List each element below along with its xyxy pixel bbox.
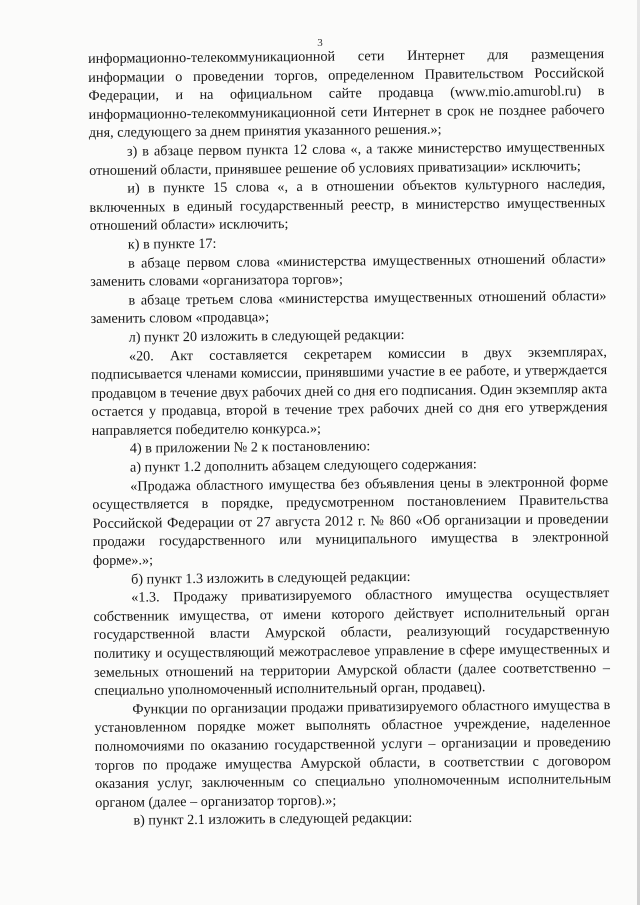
paragraph: к) в пункте 17: (127, 235, 217, 253)
paragraph: л) пункт 20 изложить в следующей редакции: (128, 326, 405, 346)
document-body (88, 45, 611, 831)
paragraph: информационно-телекоммуникационной сети Интернет для размещения информации о проведении торгов, определенном Правительством Российской Федерации, и на официальном сайте продавца (www.mio.amurobl.ru) в информационно-телекоммуникационной сети Интернет в срок не позднее рабочего дня, следующего за днем принятия указанного решения.»; (88, 46, 605, 142)
page-number: 3 (317, 37, 323, 49)
paragraph: «Продажа областного имущества без объявления цены в электронной форме осуществляется в порядке, предусмотренном постановлением Правительства Российской Федерации от 27 августа 2012 г. № 860 «Об организации и проведении продажи государственного или муниципального имущества в электронной форме».»; (92, 473, 609, 570)
paragraph: в абзаце третьем слова «министерства имущественных отношений области» заменить словом «продавца»; (90, 287, 607, 328)
paragraph: в) пункт 2.1 изложить в следующей редакции: (133, 810, 413, 829)
paragraph: «20. Акт составляется секретарем комиссии в двух экземплярах, подписывается членами комиссии, принявшими участие в ее работе, и утверждается продавцом в течение двух рабочих дней со дня его подписания. Один экземпляр акта остается у продавца, второй в течение трех рабочих дней со дня его утверждения направляется победителю конкурса.»; (91, 343, 608, 439)
paragraph: з) в абзаце первом пункта 12 слова «, а также министерство имущественных отношений области, принявшее решение об условиях приватизации» исключить; (89, 139, 606, 179)
paragraph: а) пункт 1.2 дополнить абзацем следующего содержания: (129, 456, 477, 476)
paragraph: «1.3. Продажу приватизируемого областного имущества осуществляет собственник имущества, от имени которого действует исполнительный орган государственной власти Амурской области, реализующий государственную политику и осуществляющий межотраслевое управление в сфере имущественных и земельных отношений на территории Амурской области (далее соответственно – специально уполномоченный исполнительный орган, продавец). (93, 585, 611, 700)
paragraph: и) в пункте 15 слова «, а в отношении объектов культурного наследия, включенных в единый государственный реестр, в министерство имущественных отношений области» исключить; (89, 176, 606, 235)
paragraph: б) пункт 1.3 изложить в следующей редакции: (131, 568, 411, 588)
paragraph: Функции по организации продажи приватизируемого областного имущества в установленном порядке может выполнять областное учреждение, наделенное полномочиями по оказанию государственной услуги – организации и проведению торгов по продаже имущества Амурской области, в соответствии с договором оказания услуг, заключенным со специально уполномоченным исполнительным органом (далее – организатор торгов).»; (94, 696, 612, 811)
paragraph: в абзаце первом слова «министерства имущественных отношений области» заменить словами «организатора торгов»; (90, 250, 607, 291)
paragraph: 4) в приложении № 2 к постановлению: (129, 438, 371, 458)
